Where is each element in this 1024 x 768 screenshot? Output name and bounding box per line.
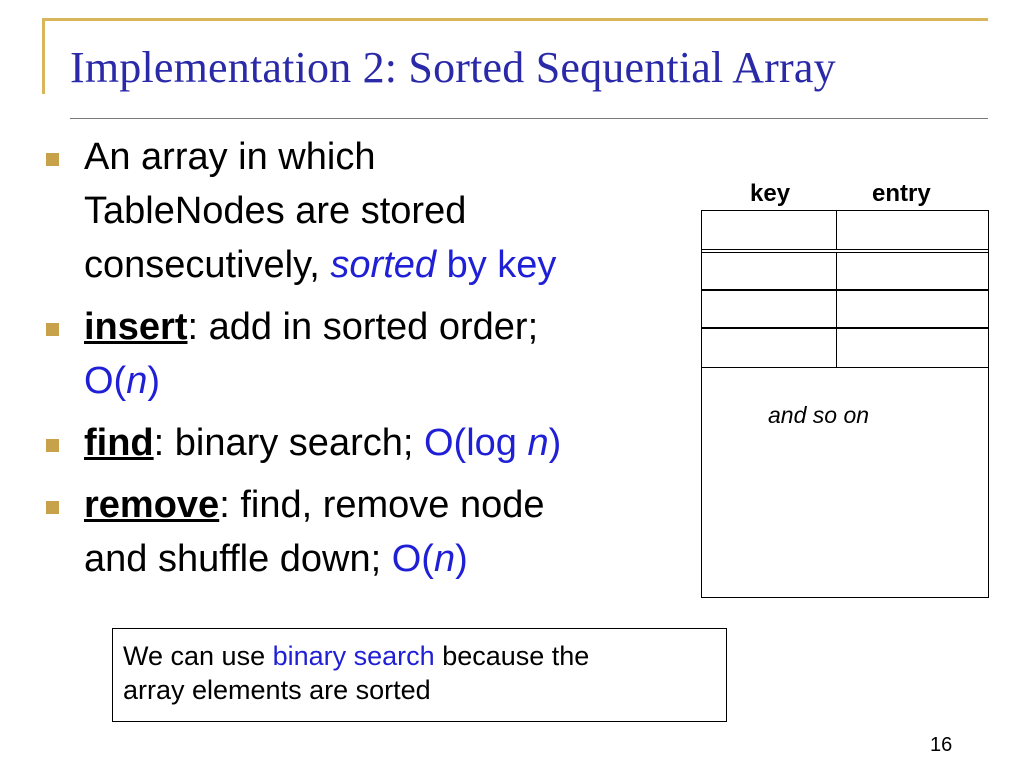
array-cell-entry: [836, 290, 989, 328]
by-key-text: by key: [436, 244, 557, 286]
remove-keyword: remove: [84, 484, 220, 526]
bullet-square-icon: [46, 439, 59, 452]
array-header-entry: entry: [872, 180, 931, 207]
array-cell-key: [701, 252, 837, 290]
array-cell-entry: [836, 210, 989, 250]
remove-complexity-close: ): [455, 538, 468, 580]
slide-title: Implementation 2: Sorted Sequential Array: [70, 43, 836, 92]
bullet-text-line3: consecutively,: [84, 244, 331, 286]
note-prefix: We can use: [123, 641, 273, 671]
bullet-square-icon: [46, 323, 59, 336]
bullet-item-find: [44, 416, 684, 470]
array-continuation-label: and so on: [768, 402, 870, 428]
array-cell-key: [701, 328, 837, 368]
array-header-key: key: [750, 180, 791, 207]
bullet-item-description: [44, 130, 684, 292]
insert-description: : add in sorted order;: [187, 306, 539, 348]
slide-frame-top: [42, 18, 988, 21]
bullet-square-icon: [46, 153, 59, 166]
page-number: 16: [930, 734, 953, 756]
bullet-item-remove: [44, 478, 684, 586]
bullet-text-line2: TableNodes are stored: [84, 190, 467, 232]
note-highlight: binary search: [272, 641, 435, 671]
find-complexity-close: ): [548, 422, 562, 464]
remove-complexity-open: O(: [391, 538, 434, 580]
bullet-square-icon: [46, 501, 59, 514]
array-cell-entry: [836, 328, 989, 368]
note-suffix: because the: [434, 641, 590, 671]
insert-complexity-var: n: [126, 360, 148, 402]
remove-complexity-var: n: [433, 538, 456, 580]
slide-frame-left: [42, 18, 45, 94]
insert-complexity-close: ): [147, 360, 161, 402]
find-description: : binary search;: [153, 422, 424, 464]
bullet-list: [44, 130, 684, 594]
title-divider: [70, 118, 988, 119]
find-keyword: find: [84, 422, 154, 464]
insert-keyword: insert: [84, 306, 188, 348]
sorted-emphasis: sorted: [330, 244, 437, 286]
array-cell-key: [701, 210, 837, 250]
array-cell-key: [701, 290, 837, 328]
find-complexity-open: O(log: [423, 422, 528, 464]
bullet-text-line1: An array in which: [84, 136, 376, 178]
insert-complexity-open: O(: [84, 360, 127, 402]
note-box: [112, 628, 727, 722]
find-complexity-var: n: [527, 422, 549, 464]
bullet-item-insert: [44, 300, 684, 408]
remove-description-line2: and shuffle down;: [84, 538, 392, 580]
array-cell-entry: [836, 252, 989, 290]
note-line2: array elements are sorted: [123, 675, 431, 705]
remove-description: : find, remove node: [219, 484, 545, 526]
